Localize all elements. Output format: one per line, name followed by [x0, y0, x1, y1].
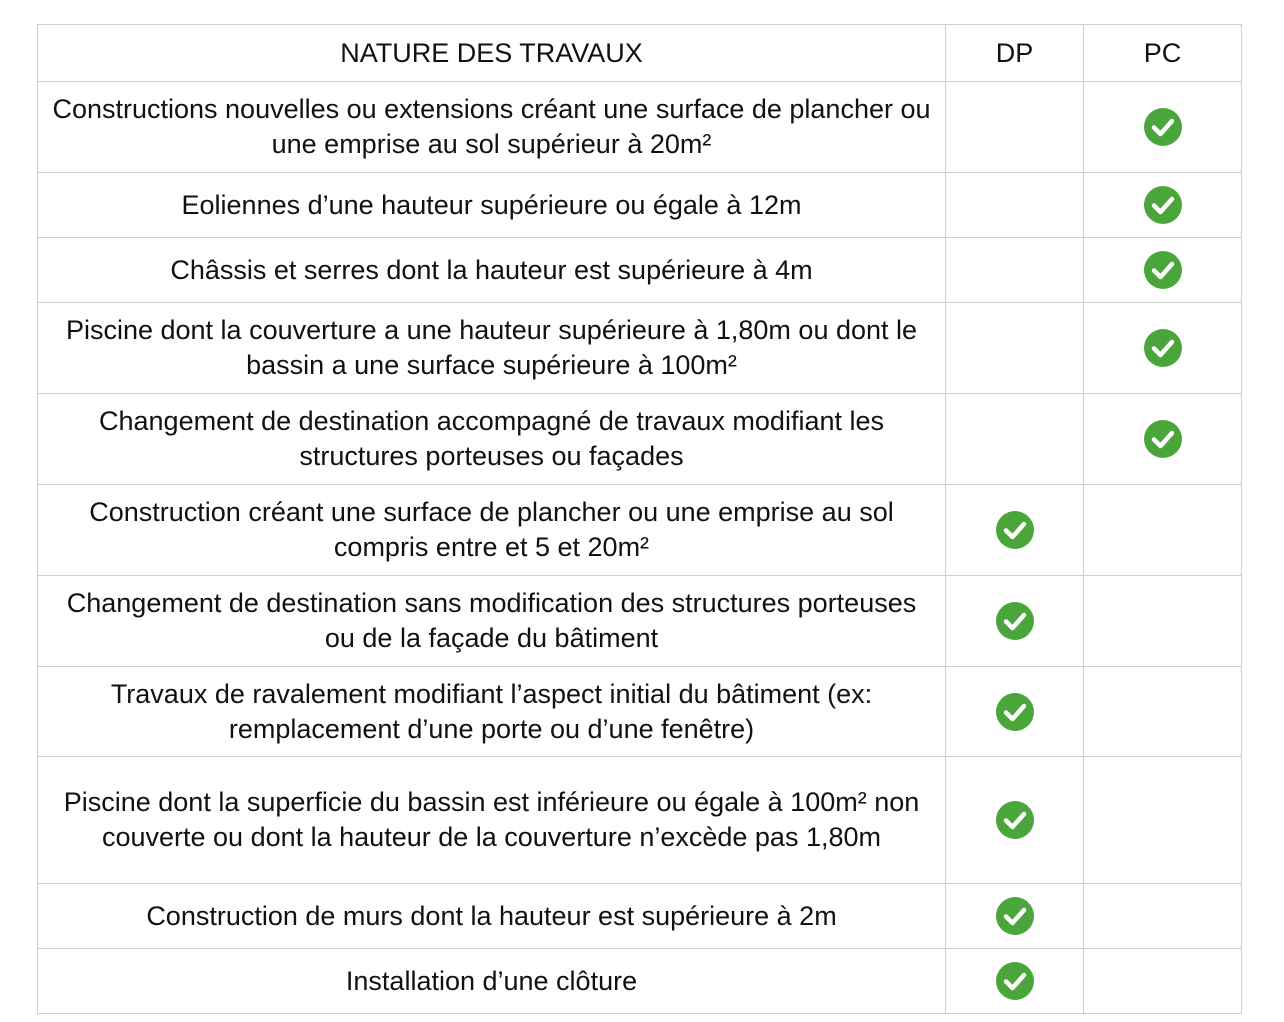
- nature-cell: Châssis et serres dont la hauteur est supérieure à 4m: [38, 238, 946, 303]
- check-circle-icon: [1144, 251, 1182, 289]
- dp-cell: [946, 303, 1084, 394]
- dp-cell: [946, 82, 1084, 173]
- table-row: [38, 667, 1242, 757]
- check-circle-icon: [996, 801, 1034, 839]
- nature-cell: Changement de destination sans modification des structures porteuses ou de la façade du bâtiment: [38, 576, 946, 667]
- nature-cell: Constructions nouvelles ou extensions créant une surface de plancher ou une emprise au sol supérieur à 20m²: [38, 82, 946, 173]
- header-pc: PC: [1084, 25, 1242, 82]
- table-row: [38, 884, 1242, 949]
- dp-cell: [946, 576, 1084, 667]
- dp-cell: [946, 485, 1084, 576]
- dp-cell: [946, 884, 1084, 949]
- table-row: [38, 576, 1242, 667]
- header-row: [38, 25, 1242, 82]
- table-row: [38, 757, 1242, 884]
- pc-cell: [1084, 949, 1242, 1014]
- nature-cell: Installation d’une clôture: [38, 949, 946, 1014]
- pc-cell: [1084, 394, 1242, 485]
- dp-cell: [946, 238, 1084, 303]
- check-circle-icon: [996, 897, 1034, 935]
- dp-cell: [946, 949, 1084, 1014]
- check-circle-icon: [1144, 186, 1182, 224]
- pc-cell: [1084, 576, 1242, 667]
- check-circle-icon: [996, 602, 1034, 640]
- nature-cell: Piscine dont la superficie du bassin est inférieure ou égale à 100m² non couverte ou dont la hauteur de la couverture n’excède pas 1,80m: [38, 757, 946, 884]
- table-row: [38, 173, 1242, 238]
- header-dp: DP: [946, 25, 1084, 82]
- works-table: [37, 24, 1242, 1014]
- header-nature: NATURE DES TRAVAUX: [38, 25, 946, 82]
- table-row: [38, 485, 1242, 576]
- table-row: [38, 303, 1242, 394]
- nature-cell: Construction de murs dont la hauteur est supérieure à 2m: [38, 884, 946, 949]
- check-circle-icon: [1144, 108, 1182, 146]
- table-row: [38, 82, 1242, 173]
- check-circle-icon: [1144, 329, 1182, 367]
- dp-cell: [946, 394, 1084, 485]
- nature-cell: Construction créant une surface de plancher ou une emprise au sol compris entre et 5 et 20m²: [38, 485, 946, 576]
- pc-cell: [1084, 173, 1242, 238]
- nature-cell: Travaux de ravalement modifiant l’aspect initial du bâtiment (ex: remplacement d’une porte ou d’une fenêtre): [38, 667, 946, 757]
- dp-cell: [946, 173, 1084, 238]
- check-circle-icon: [996, 962, 1034, 1000]
- check-circle-icon: [996, 693, 1034, 731]
- pc-cell: [1084, 884, 1242, 949]
- nature-cell: Piscine dont la couverture a une hauteur supérieure à 1,80m ou dont le bassin a une surface supérieure à 100m²: [38, 303, 946, 394]
- nature-cell: Eoliennes d’une hauteur supérieure ou égale à 12m: [38, 173, 946, 238]
- table-row: [38, 949, 1242, 1014]
- check-circle-icon: [996, 511, 1034, 549]
- pc-cell: [1084, 667, 1242, 757]
- pc-cell: [1084, 757, 1242, 884]
- pc-cell: [1084, 485, 1242, 576]
- dp-cell: [946, 757, 1084, 884]
- pc-cell: [1084, 82, 1242, 173]
- nature-cell: Changement de destination accompagné de travaux modifiant les structures porteuses ou façades: [38, 394, 946, 485]
- table-row: [38, 238, 1242, 303]
- check-circle-icon: [1144, 420, 1182, 458]
- pc-cell: [1084, 238, 1242, 303]
- table-row: [38, 394, 1242, 485]
- dp-cell: [946, 667, 1084, 757]
- pc-cell: [1084, 303, 1242, 394]
